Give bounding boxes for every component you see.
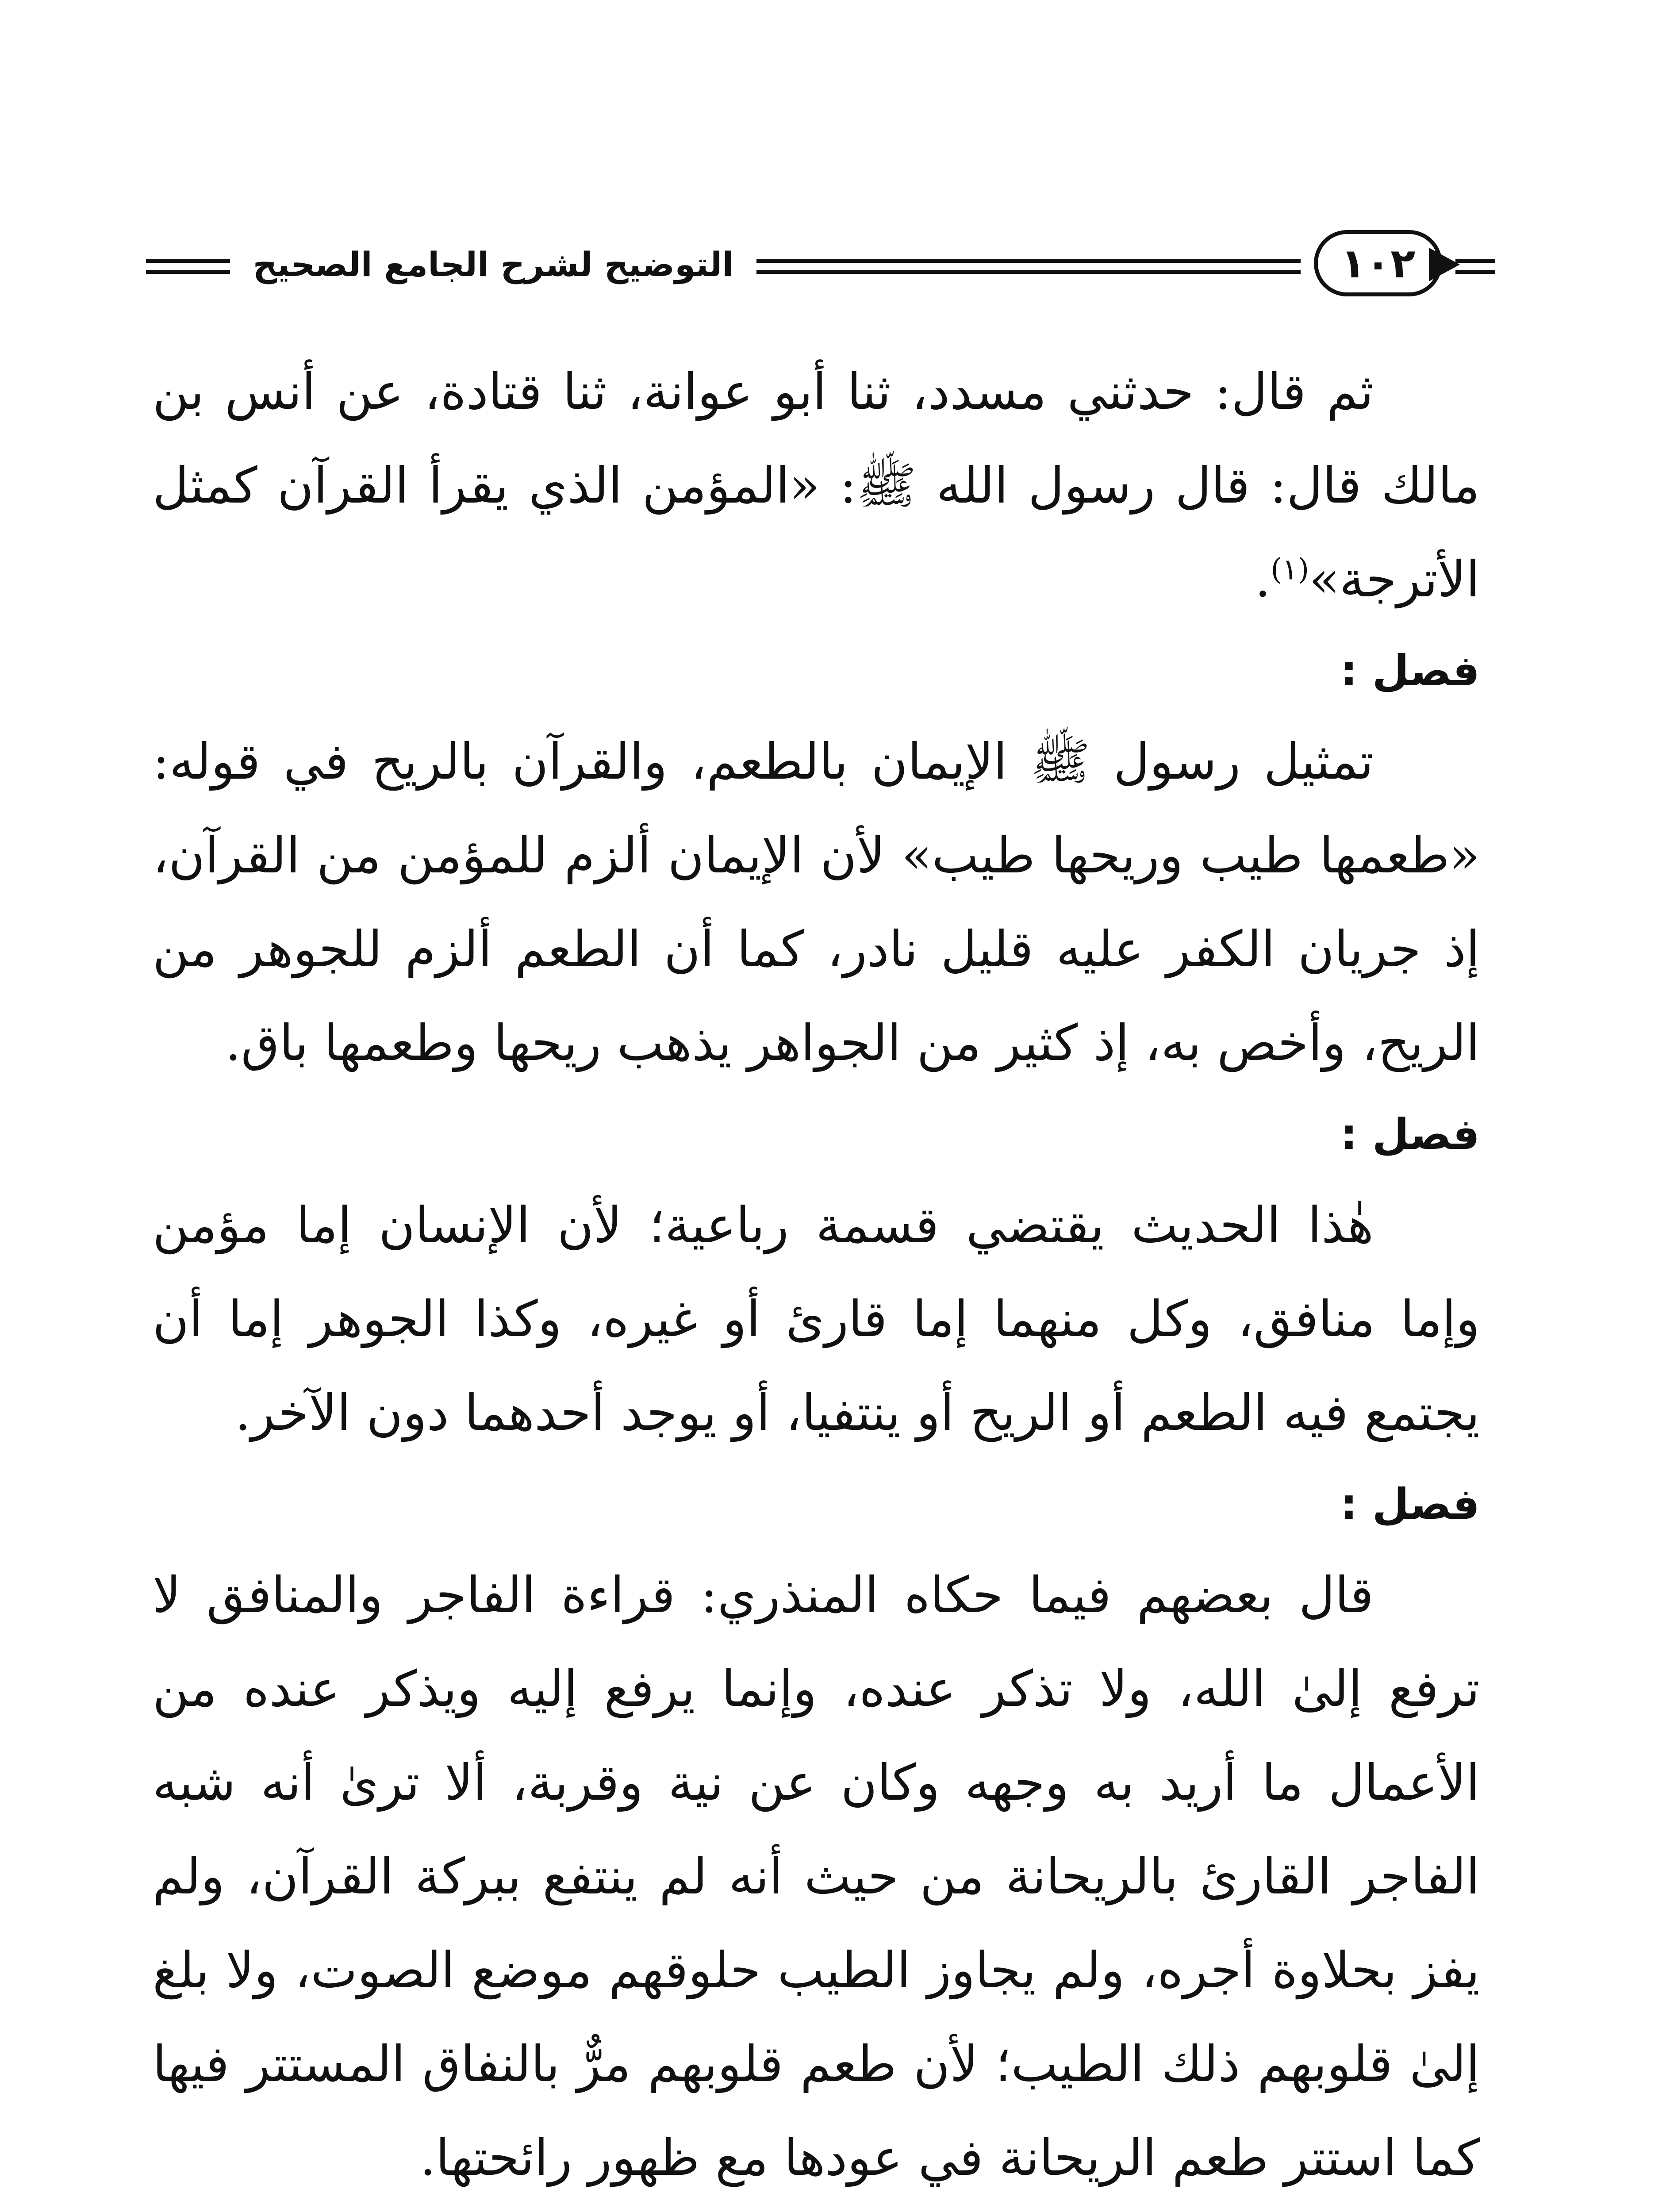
- paragraph-1-end: .: [1255, 551, 1271, 608]
- paragraph-3: هٰذا الحديث يقتضي قسمة رباعية؛ لأن الإنسان إما مؤمن وإما منافق، وكل منهما إما قارئ أو غيره، وكذا الجوهر إما أن يجتمع فيه الطعم أو الريح أو ينتفيا، أو يوجد أحدهما دون الآخر.: [153, 1197, 1480, 1442]
- page-number: ١٠٢: [1340, 239, 1416, 287]
- running-header: [146, 230, 1482, 310]
- paragraph-4: قال بعضهم فيما حكاه المنذري: قراءة الفاجر والمنافق لا ترفع إلىٰ الله، ولا تذكر عنده، وإنما يرفع إليه ويذكر عنده من الأعمال ما أريد به وجهه وكان عن نية وقربة، ألا ترىٰ أنه شبه الفاجر القارئ بالريحانة من حيث أنه لم ينتفع ببركة القرآن، ولم يفز بحلاوة أجره، ولم يجاوز الطيب حلوقهم موضع الصوت، ولا بلغ إلىٰ قلوبهم ذلك الطيب؛ لأن طعم قلوبهم مرٌّ بالنفاق المستتر فيها كما استتر طعم الريحانة في عودها مع ظهور رائحتها.: [153, 1567, 1480, 2187]
- header-rule-right: [1455, 259, 1495, 274]
- footnote-ref-1: (١): [1271, 552, 1309, 587]
- page-number-badge: [1314, 230, 1442, 296]
- paragraph-1: [153, 345, 1480, 626]
- paragraph-1-text: ثم قال: حدثني مسدد، ثنا أبو عوانة، ثنا قتادة، عن أنس بن مالك قال: قال رسول الله ﷺ: «المؤمن الذي يقرأ القرآن كمثل الأترجة»: [153, 363, 1480, 608]
- section-heading-2: فصل :: [1340, 1110, 1480, 1159]
- paragraph-2: تمثيل رسول ﷺ الإيمان بالطعم، والقرآن بالريح في قوله: «طعمها طيب وريحها طيب» لأن الإيمان ألزم للمؤمن من القرآن، إذ جريان الكفر عليه قليل نادر، كما أن الطعم ألزم للجوهر من الريح، وأخص به، إذ كثير من الجواهر يذهب ريحها وطعمها باق.: [153, 733, 1480, 1072]
- main-text: [153, 345, 1480, 2212]
- section-heading-3: فصل :: [1340, 1479, 1480, 1529]
- header-rule-left: [146, 259, 230, 274]
- running-title: التوضيح لشرح الجامع الصحيح: [253, 245, 734, 284]
- section-heading-1: فصل :: [1340, 646, 1480, 695]
- paragraph-5: [153, 2205, 1480, 2212]
- header-rule-middle: [756, 259, 1301, 274]
